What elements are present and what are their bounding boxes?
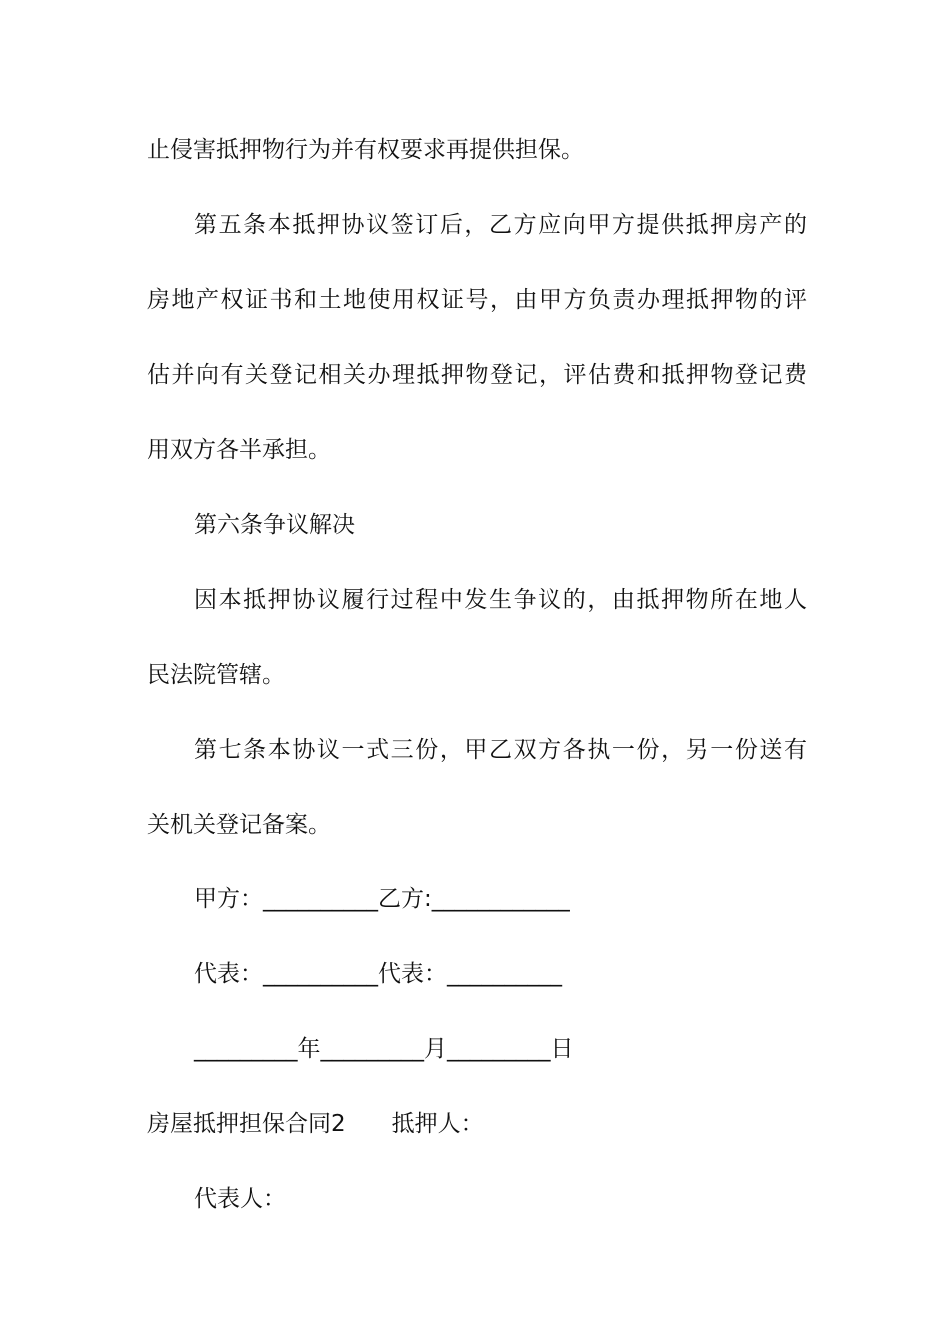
clause-5-line-1: 第五条本抵押协议签订后，乙方应向甲方提供抵押房产的	[194, 212, 807, 238]
clause-6-line-2: 民法院管辖。	[147, 662, 285, 688]
contract-2-title-line: 房屋抵押担保合同2 抵押人：	[147, 1111, 484, 1137]
clause-7-line-2: 关机关登记备案。	[147, 812, 331, 838]
signature-parties-line: 甲方：__________乙方:____________	[194, 886, 570, 912]
clause-5-line-4: 用双方各半承担。	[147, 437, 331, 463]
clause-6-line-1: 因本抵押协议履行过程中发生争议的，由抵押物所在地人	[194, 587, 807, 613]
paragraph-line-1: 止侵害抵押物行为并有权要求再提供担保。	[147, 137, 584, 163]
clause-5-line-2: 房地产权证书和土地使用权证号，由甲方负责办理抵押物的评	[147, 287, 807, 313]
signature-date-line: _________年_________月_________日	[194, 1036, 574, 1062]
clause-5-line-3: 估并向有关登记相关办理抵押物登记，评估费和抵押物登记费	[147, 362, 807, 388]
clause-6-heading: 第六条争议解决	[194, 512, 355, 538]
clause-7-line-1: 第七条本协议一式三份，甲乙双方各执一份，另一份送有	[194, 737, 807, 763]
representative-line: 代表人：	[194, 1186, 286, 1212]
signature-representatives-line: 代表：__________代表：__________	[194, 961, 562, 987]
